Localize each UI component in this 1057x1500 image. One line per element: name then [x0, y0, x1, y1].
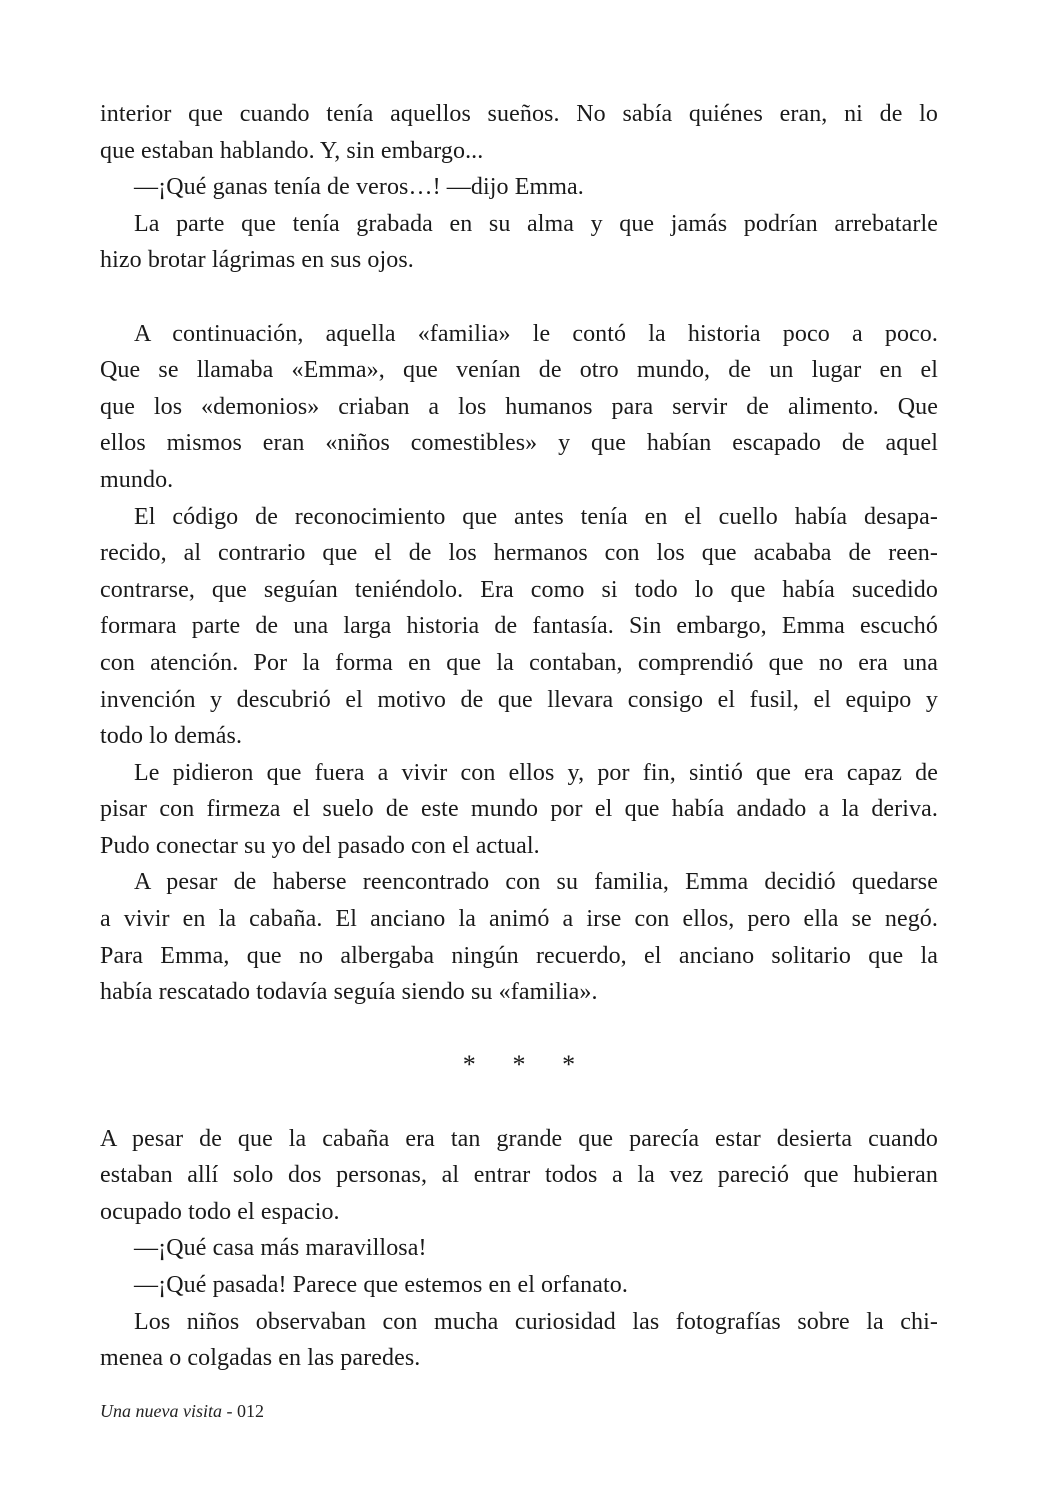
blank-line — [100, 1011, 938, 1048]
text-line: contrarse, que seguían teniéndolo. Era como si todo lo que había sucedido — [100, 576, 938, 603]
text-line: Los niños observaban con mucha curiosidad las fotografías sobre la chi- — [134, 1308, 938, 1335]
section-break-asterisks: * * * — [462, 1050, 576, 1080]
text-line: A pesar de haberse reencontrado con su familia, Emma decidió quedarse — [134, 869, 938, 896]
text-line: formara parte de una larga historia de fantasía. Sin embargo, Emma escuchó — [100, 613, 938, 640]
text-line: había rescatado todavía seguía siendo su «familia». — [100, 979, 598, 1006]
text-line: que los «demonios» criaban a los humanos para servir de alimento. Que — [100, 393, 938, 420]
blank-line — [100, 1084, 938, 1121]
text-line: pisar con firmeza el suelo de este mundo por el que había andado a la deriva. — [100, 796, 938, 823]
text-line: Le pidieron que fuera a vivir con ellos y, por fin, sintió que era capaz de — [134, 759, 938, 786]
text-line: a vivir en la cabaña. El anciano la animó a irse con ellos, pero ella se negó. — [100, 906, 938, 933]
text-line: estaban allí solo dos personas, al entrar todos a la vez pareció que hubieran — [100, 1162, 938, 1189]
page-footer — [100, 1398, 264, 1424]
text-line: ellos mismos eran «niños comestibles» y que habían escapado de aquel — [100, 430, 938, 457]
text-line: A continuación, aquella «familia» le contó la historia poco a poco. — [134, 320, 938, 347]
text-line: ocupado todo el espacio. — [100, 1198, 340, 1225]
text-line: todo lo demás. — [100, 723, 243, 750]
footer-page-number: 012 — [236, 1401, 264, 1421]
text-line: —¡Qué ganas tenía de veros…! —dijo Emma. — [134, 174, 584, 201]
footer-section-title: Una nueva visita — [100, 1401, 222, 1421]
text-line: menea o colgadas en las paredes. — [100, 1345, 421, 1372]
text-line: A pesar de que la cabaña era tan grande que parecía estar desierta cuando — [100, 1125, 938, 1152]
text-line: El código de reconocimiento que antes tenía en el cuello había desapa- — [134, 503, 938, 530]
text-line: Que se llamaba «Emma», que venían de otro mundo, de un lugar en el — [100, 357, 938, 384]
footer-divider: - — [221, 1401, 237, 1421]
blank-line — [100, 279, 938, 316]
text-line: recido, al contrario que el de los hermanos con los que acababa de reen- — [100, 540, 938, 567]
text-line: que estaban hablando. Y, sin embargo... — [100, 137, 484, 164]
text-line: La parte que tenía grabada en su alma y que jamás podrían arrebatarle — [134, 210, 938, 237]
text-line: invención y descubrió el motivo de que llevara consigo el fusil, el equipo y — [100, 686, 938, 713]
text-line: Pudo conectar su yo del pasado con el actual. — [100, 832, 540, 859]
text-line: Para Emma, que no albergaba ningún recuerdo, el anciano solitario que la — [100, 942, 938, 969]
text-line: hizo brotar lágrimas en sus ojos. — [100, 247, 414, 274]
text-line: —¡Qué pasada! Parece que estemos en el orfanato. — [134, 1272, 628, 1298]
text-line: con atención. Por la forma en que la contaban, comprendió que no era una — [100, 649, 938, 676]
text-line: —¡Qué casa más maravillosa! — [134, 1235, 427, 1262]
text-line: interior que cuando tenía aquellos sueños. No sabía quiénes eran, ni de lo — [100, 101, 938, 127]
page-text — [100, 96, 938, 1377]
text-line: mundo. — [100, 466, 174, 493]
